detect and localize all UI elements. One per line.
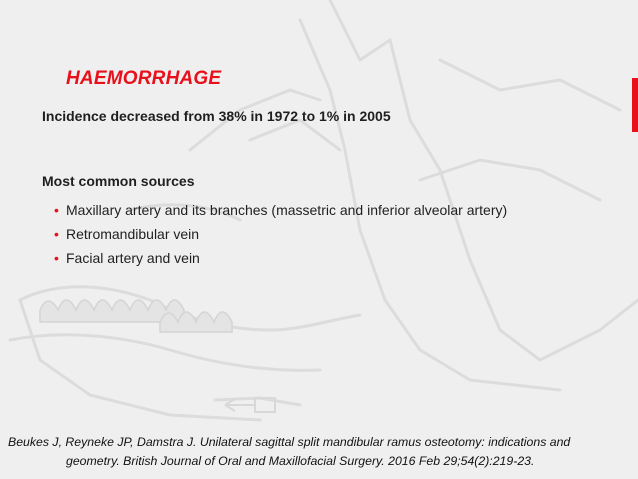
bullet-text: Retromandibular vein <box>66 226 200 242</box>
list-item <box>54 224 574 244</box>
sources-list <box>54 200 574 272</box>
sources-heading: Most common sources <box>42 173 195 189</box>
bullet-icon: • <box>54 202 59 218</box>
list-item <box>54 200 574 220</box>
bullet-text: Facial artery and vein <box>66 250 200 266</box>
citation-line-1: Beukes J, Reyneke JP, Damstra J. Unilateral sagittal split mandibular ramus osteotomy: indications and <box>8 435 571 449</box>
bullet-text: Maxillary artery and its branches (massetric and inferior alveolar artery) <box>66 202 508 218</box>
bullet-icon: • <box>54 226 59 242</box>
citation-line-2: geometry. British Journal of Oral and Maxillofacial Surgery. 2016 Feb 29;54(2):219-23. <box>66 454 535 468</box>
incidence-text: Incidence decreased from 38% in 1972 to 1% in 2005 <box>42 108 391 124</box>
citation <box>8 433 632 471</box>
slide-title: HAEMORRHAGE <box>66 68 222 89</box>
bullet-icon: • <box>54 250 59 266</box>
accent-bar <box>632 78 638 132</box>
list-item <box>54 248 574 268</box>
